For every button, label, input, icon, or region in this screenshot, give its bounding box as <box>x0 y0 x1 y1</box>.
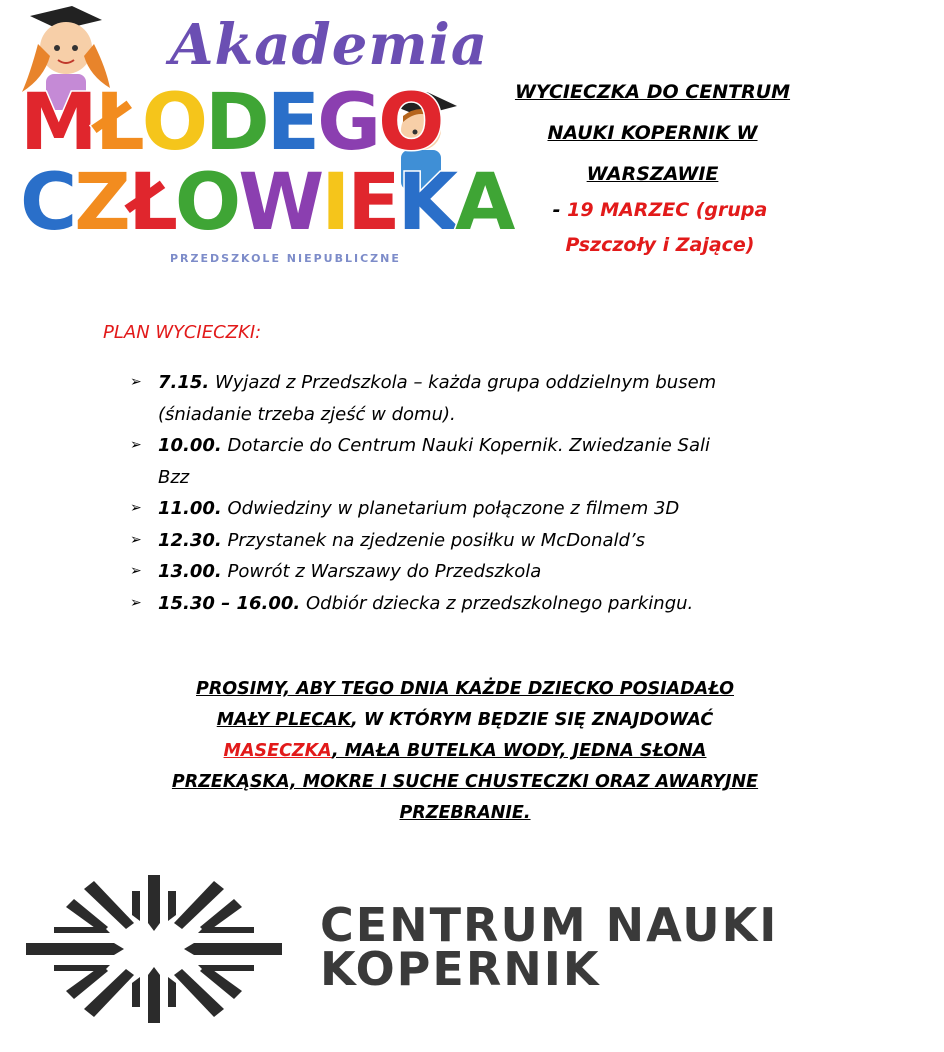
plan-item <box>130 525 830 557</box>
plan-item <box>130 556 830 588</box>
logo-letter: W <box>238 158 322 248</box>
plan-item-text: Przystanek na zjedzenie posiłku w McDonald’s <box>221 529 646 551</box>
logo-letter: D <box>205 78 267 168</box>
plan-item-text: Wyjazd z Przedszkola – każda grupa oddzielnym busem <box>209 372 717 393</box>
arrow-bullet-icon: ➢ <box>130 500 142 516</box>
arrow-bullet-icon: ➢ <box>130 563 142 579</box>
logo-letter: O <box>378 78 442 168</box>
arrow-bullet-icon: ➢ <box>130 531 142 548</box>
plan-item-text: Odwiedziny w planetarium połączone z filmem 3D <box>221 498 680 519</box>
plan-item <box>130 588 830 620</box>
logo-letter: M <box>20 78 95 168</box>
logo-letter: O <box>174 158 239 248</box>
notice-line-5: PRZEBRANIE. <box>399 803 531 823</box>
plan-item-continuation: (śniadanie trzeba zjeść w domu). <box>158 403 456 425</box>
arrow-bullet-icon: ➢ <box>130 594 142 611</box>
plan-item <box>130 493 830 525</box>
title-line-3: WARSZAWIE <box>586 163 719 185</box>
akademia-logo <box>10 4 513 269</box>
plan-item-text: Powrót z Warszawy do Przedszkola <box>221 561 542 582</box>
logo-akademia-text: Akademia <box>170 12 489 78</box>
logo-letter: K <box>397 158 456 248</box>
cnk-name-line-2: KOPERNIK <box>320 942 601 996</box>
logo-letter: I <box>321 158 348 248</box>
notice-line-1: PROSIMY, ABY TEGO DNIA KAŻDE DZIECKO POSIADAŁO <box>196 679 734 699</box>
plan-item-time: 15.30 – 16.00. <box>158 592 301 614</box>
trip-title <box>470 72 835 195</box>
logo-letter: Ł <box>127 158 175 248</box>
plan-heading: PLAN WYCIECZKI: <box>103 322 262 343</box>
plan-item-text: Dotarcie do Centrum Nauki Kopernik. Zwiedzanie Sali <box>221 435 710 456</box>
arrow-bullet-icon: ➢ <box>130 374 142 390</box>
plan-item-time: 11.00. <box>158 498 222 519</box>
logo-letter: E <box>347 158 398 248</box>
notice-line-4: PRZEKĄSKA, MOKRE I SUCHE CHUSTECZKI ORAZ AWARYJNE <box>171 772 759 792</box>
plan-item <box>130 430 830 493</box>
logo-letter: E <box>266 78 318 168</box>
plan-item-time: 13.00. <box>158 561 222 582</box>
plan-item <box>130 367 830 430</box>
plan-item-text: Odbiór dziecka z przedszkolnego parkingu. <box>300 592 694 614</box>
cnk-star-logo-icon <box>14 872 294 1027</box>
plan-item-time: 10.00. <box>158 435 222 456</box>
plan-list <box>130 367 830 619</box>
title-line-1: WYCIECZKA DO CENTRUM <box>514 81 791 103</box>
logo-subtitle: PRZEDSZKOLE NIEPUBLICZNE <box>170 252 401 265</box>
notice-line-3-rest: , MAŁA BUTELKA WODY, JEDNA SŁONA <box>332 741 707 761</box>
notice-backpack: MAŁY PLECAK <box>216 710 352 730</box>
plan-item-time: 12.30. <box>158 529 222 551</box>
plan-item-time: 7.15. <box>158 372 210 393</box>
arrow-bullet-icon: ➢ <box>130 437 142 453</box>
logo-letter: A <box>455 158 513 248</box>
logo-letter: C <box>20 158 75 248</box>
cnk-name <box>320 898 779 996</box>
logo-letter: Z <box>74 158 128 248</box>
notice-paragraph <box>100 674 830 829</box>
title-line-2: NAUKI KOPERNIK W <box>547 122 758 144</box>
notice-line-2-rest: , W KTÓRYM BĘDZIE SIĘ ZNAJDOWAĆ <box>351 710 714 730</box>
logo-letter: Ł <box>94 78 142 168</box>
cnk-name-line-1: CENTRUM NAUKI <box>320 898 779 952</box>
date-dash: - <box>552 199 561 221</box>
trip-date <box>500 193 820 263</box>
notice-mask: MASECZKA <box>223 741 333 761</box>
date-line-2: Pszczoły i Zające) <box>565 234 755 256</box>
logo-mlodego-word <box>20 78 442 168</box>
plan-item-continuation: Bzz <box>158 466 190 488</box>
logo-letter: G <box>317 78 379 168</box>
logo-czlowieka-word <box>20 158 513 248</box>
date-line-1: 19 MARZEC (grupa <box>567 199 768 221</box>
logo-letter: O <box>141 78 206 168</box>
